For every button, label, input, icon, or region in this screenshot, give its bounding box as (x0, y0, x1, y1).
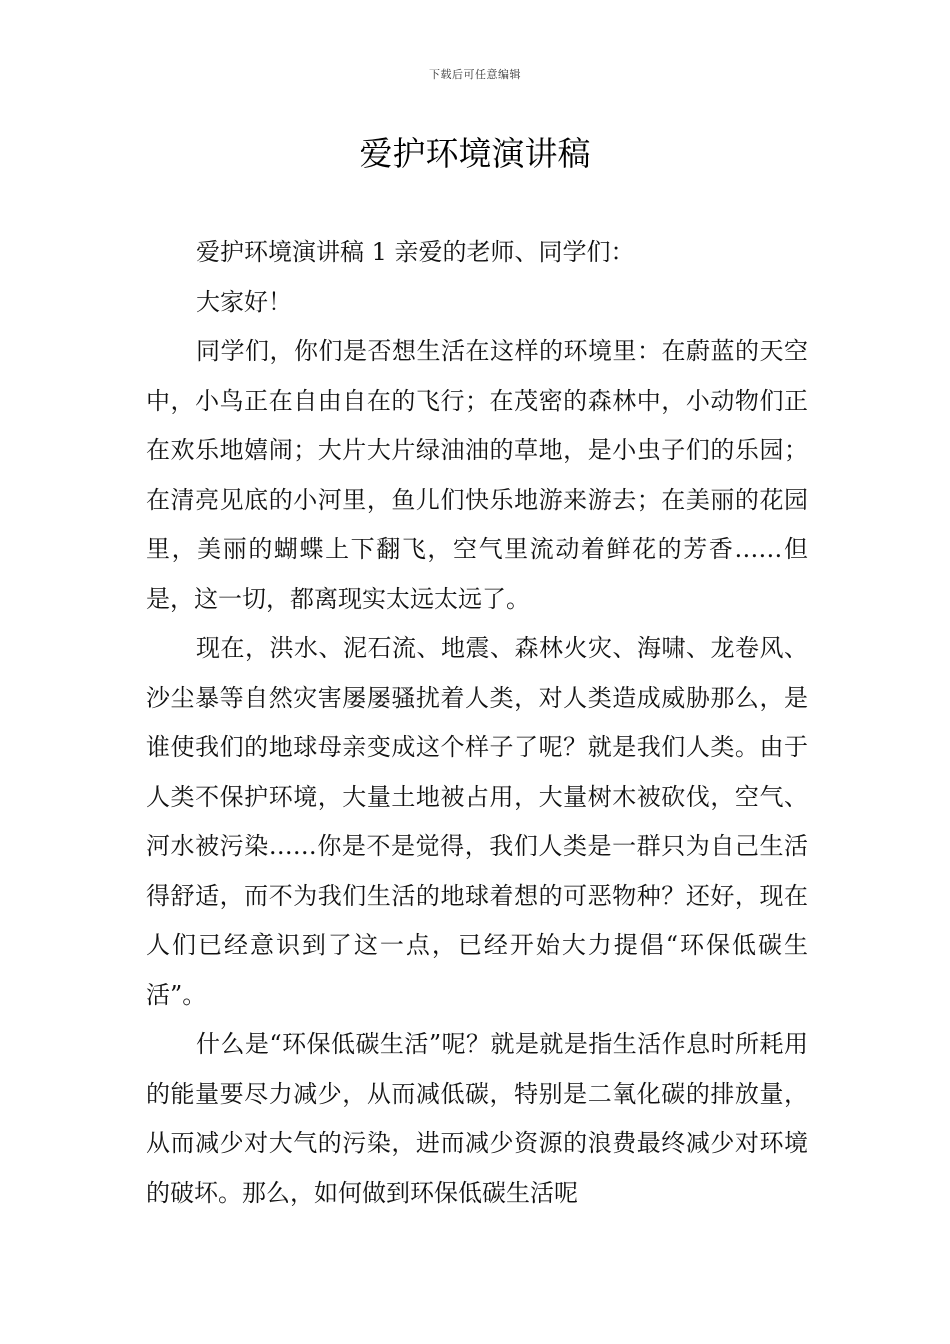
paragraph-hello: 大家好！ (196, 287, 292, 316)
document-title: 爱护环境演讲稿 (359, 134, 591, 173)
paragraph-ideal-environment: 同学们，你们是否想生活在这样的环境里：在蔚蓝的天空中，小鸟正在自由自在的飞行；在茂密的森林中，小动物们正在欢乐地嬉闹；大片大片绿油油的草地，是小虫子们的乐园；在清亮见底的小河里，鱼儿们快乐地游来游去；在美丽的花园里，美丽的蝴蝶上下翻飞，空气里流动着鲜花的芳香……但是，这一切，都离现实太远太远了。 (146, 337, 808, 613)
header-note: 下载后可任意编辑 (429, 68, 521, 81)
paragraph-greeting: 爱护环境演讲稿 1 亲爱的老师、同学们： (196, 238, 635, 266)
paragraph-low-carbon: 什么是“环保低碳生活”呢？就是就是指生活作息时所耗用的能量要尽力减少，从而减低碳，特别是二氧化碳的排放量，从而减少对大气的污染，进而减少资源的浪费最终减少对环境的破坏。那么，如何做到环保低碳生活呢 (146, 1030, 808, 1207)
paragraph-disasters: 现在，洪水、泥石流、地震、森林火灾、海啸、龙卷风、沙尘暴等自然灾害屡屡骚扰着人类，对人类造成威胁那么，是谁使我们的地球母亲变成这个样子了呢？就是我们人类。由于人类不保护环境，大量土地被占用，大量树木被砍伐，空气、河水被污染……你是不是觉得，我们人类是一群只为自己生活得舒适，而不为我们生活的地球着想的可恶物种？还好，现在人们已经意识到了这一点，已经开始大力提倡“环保低碳生活”。 (146, 634, 808, 1009)
document-body (146, 228, 808, 1218)
